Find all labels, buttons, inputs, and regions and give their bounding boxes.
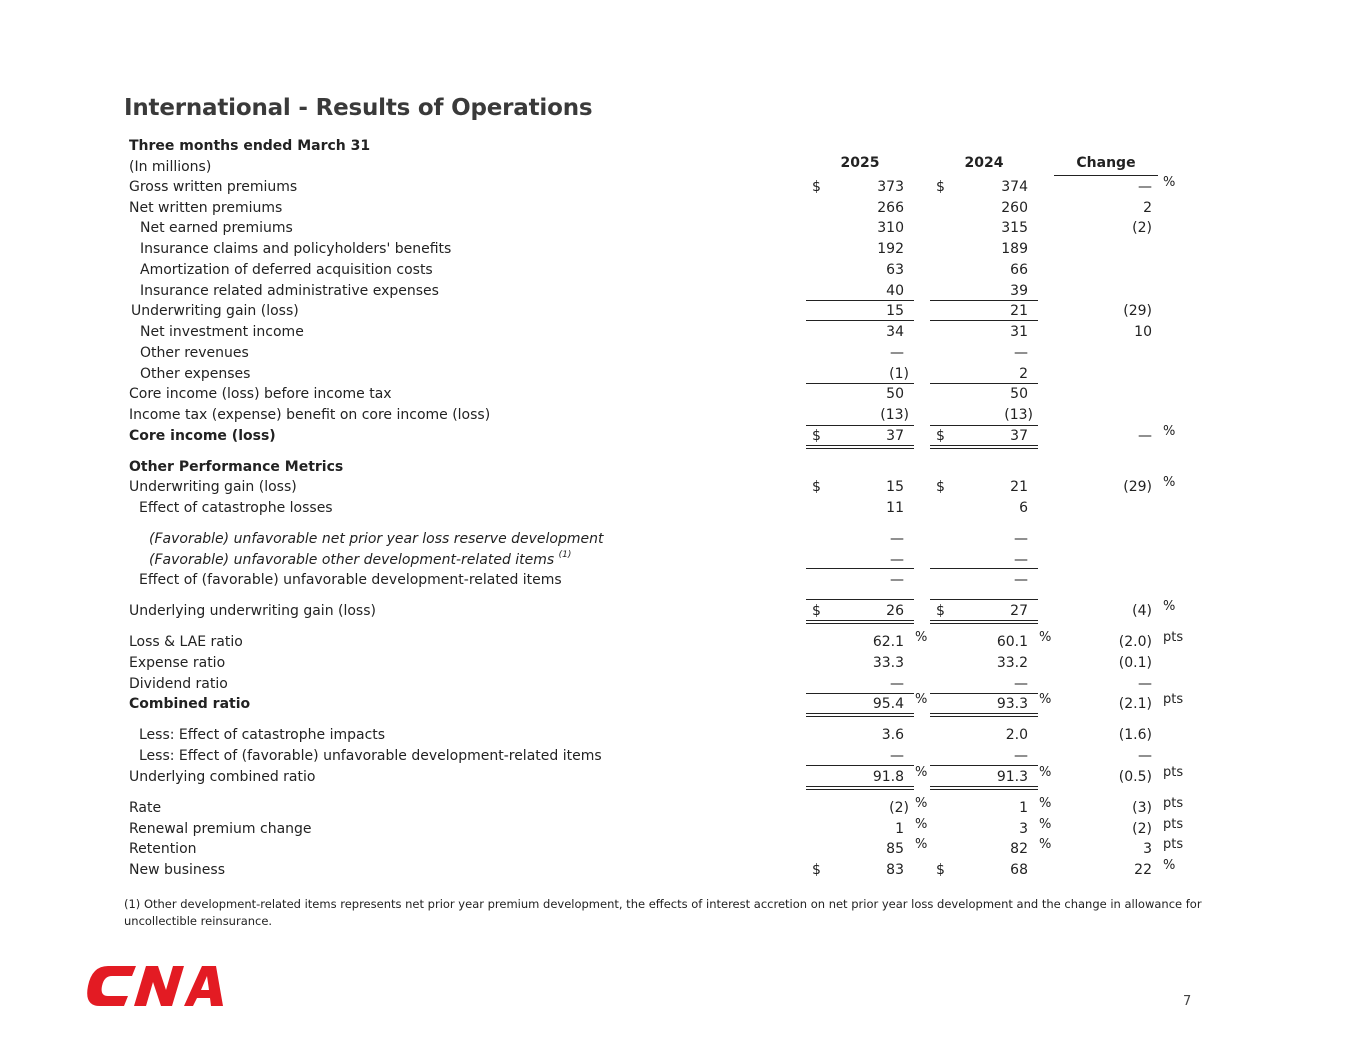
value-2025: 40 (886, 283, 904, 299)
table-row (0, 529, 1365, 549)
value-2024: 2.0 (1005, 727, 1028, 743)
value-2025: — (890, 748, 904, 764)
value-2025: 3.6 (881, 727, 904, 743)
row-label: Retention (129, 841, 197, 857)
total-double-rule (806, 716, 914, 717)
total-double-rule (930, 789, 1038, 790)
section-title: Other Performance Metrics (129, 459, 344, 475)
column-header-2025: 2025 (840, 155, 880, 171)
row-label: Core income (loss) (129, 428, 276, 444)
value-2025: 1 (895, 821, 904, 837)
table-row (0, 364, 1365, 384)
row-label: Effect of catastrophe losses (139, 500, 333, 516)
value-change: (2.0) (1118, 634, 1152, 650)
value-2024: 31 (1010, 324, 1028, 340)
percent-sign: % (1039, 765, 1052, 780)
value-2024: — (1014, 676, 1028, 692)
total-double-rule (930, 716, 1038, 717)
value-2024: (13) (1004, 407, 1033, 423)
value-2024: 3 (1019, 821, 1028, 837)
value-2025: 62.1 (872, 634, 904, 650)
total-double-rule (930, 448, 1038, 449)
value-2024: 91.3 (996, 769, 1028, 785)
change-unit: pts (1163, 837, 1184, 852)
value-2024: — (1014, 748, 1028, 764)
value-2025: 37 (886, 428, 904, 444)
value-2025: (2) (889, 800, 909, 816)
percent-sign: % (1039, 692, 1052, 707)
currency-symbol: $ (812, 479, 821, 495)
value-2025: 83 (886, 862, 904, 878)
row-label: Net investment income (140, 324, 304, 340)
row-label: Loss & LAE ratio (129, 634, 243, 650)
row-label: Dividend ratio (129, 676, 228, 692)
percent-sign: % (915, 817, 928, 832)
percent-sign: % (915, 692, 928, 707)
table-row (0, 343, 1365, 363)
change-unit: % (1163, 599, 1176, 614)
value-2025: 266 (877, 200, 904, 216)
value-2024: 82 (1010, 841, 1028, 857)
row-label: Net written premiums (129, 200, 283, 216)
total-double-rule (806, 620, 914, 621)
currency-symbol: $ (936, 603, 945, 619)
value-change: 2 (1143, 200, 1152, 216)
total-double-rule (806, 789, 914, 790)
table-row (0, 260, 1365, 280)
table-row (0, 725, 1365, 745)
table-row (0, 839, 1365, 859)
table-row (0, 601, 1365, 621)
value-change: (1.6) (1118, 727, 1152, 743)
total-double-rule (806, 448, 914, 449)
percent-sign: % (1039, 630, 1052, 645)
change-unit: % (1163, 858, 1176, 873)
value-2024: 21 (1010, 479, 1028, 495)
value-2024: 66 (1010, 262, 1028, 278)
total-double-rule (930, 445, 1038, 446)
table-row (0, 694, 1365, 714)
currency-symbol: $ (812, 428, 821, 444)
column-header-2024: 2024 (964, 155, 1004, 171)
row-label: Other revenues (140, 345, 249, 361)
value-2025: — (890, 345, 904, 361)
row-label: Underwriting gain (loss) (129, 479, 297, 495)
table-row (0, 632, 1365, 652)
value-change: (3) (1132, 800, 1152, 816)
table-row (0, 477, 1365, 497)
value-change: (29) (1123, 479, 1152, 495)
value-2025: 34 (886, 324, 904, 340)
value-2025: 85 (886, 841, 904, 857)
currency-symbol: $ (936, 479, 945, 495)
change-unit: pts (1163, 796, 1184, 811)
total-double-rule (806, 786, 914, 787)
value-2025: 63 (886, 262, 904, 278)
currency-symbol: $ (812, 179, 821, 195)
table-row (0, 177, 1365, 197)
value-2024: 374 (1001, 179, 1028, 195)
change-unit: pts (1163, 630, 1184, 645)
cna-logo (86, 964, 224, 1008)
currency-symbol: $ (936, 428, 945, 444)
row-label: Gross written premiums (129, 179, 298, 195)
row-label (149, 550, 571, 572)
currency-symbol: $ (936, 179, 945, 195)
table-row (0, 860, 1365, 880)
row-label: Effect of (favorable) unfavorable development-related items (139, 572, 562, 588)
row-label: Insurance claims and policyholders' benefits (140, 241, 452, 257)
value-change: (0.1) (1118, 655, 1152, 671)
page-title: International - Results of Operations (124, 95, 593, 121)
value-2024: 93.3 (996, 696, 1028, 712)
value-change: — (1138, 179, 1152, 195)
value-change: (29) (1123, 303, 1152, 319)
row-label: Underwriting gain (loss) (131, 303, 299, 319)
row-label: Underlying combined ratio (129, 769, 316, 785)
value-2024: 21 (1010, 303, 1028, 319)
value-2025: 310 (877, 220, 904, 236)
total-double-rule (930, 786, 1038, 787)
table-row (0, 570, 1365, 590)
value-2024: — (1014, 572, 1028, 588)
table-row (0, 498, 1365, 518)
row-label: Combined ratio (129, 696, 251, 712)
table-row (0, 301, 1365, 321)
value-2025: — (890, 552, 904, 568)
total-double-rule (806, 445, 914, 446)
page-number: 7 (1183, 994, 1192, 1009)
value-change: (2) (1132, 220, 1152, 236)
table-row (0, 819, 1365, 839)
value-2024: 50 (1010, 386, 1028, 402)
footnote-marker: (1) (558, 550, 572, 560)
value-2025: 15 (886, 303, 904, 319)
table-row (0, 198, 1365, 218)
value-2025: (1) (889, 366, 909, 382)
value-2025: 50 (886, 386, 904, 402)
change-unit: pts (1163, 817, 1184, 832)
total-double-rule (806, 713, 914, 714)
value-2024: 260 (1001, 200, 1028, 216)
value-2025: 373 (877, 179, 904, 195)
value-2024: 37 (1010, 428, 1028, 444)
table-row (0, 550, 1365, 570)
change-unit: % (1163, 175, 1176, 190)
value-2024: 315 (1001, 220, 1028, 236)
section-header-row (0, 457, 1365, 477)
change-unit: % (1163, 424, 1176, 439)
value-change: (4) (1132, 603, 1152, 619)
table-row (0, 322, 1365, 342)
value-2025: 26 (886, 603, 904, 619)
value-2025: 11 (886, 500, 904, 516)
value-change: 22 (1134, 862, 1152, 878)
value-2025: — (890, 676, 904, 692)
value-change: 10 (1134, 324, 1152, 340)
value-2025: 91.8 (872, 769, 904, 785)
row-label: Net earned premiums (140, 220, 293, 236)
currency-symbol: $ (812, 603, 821, 619)
total-double-rule (930, 620, 1038, 621)
value-2024: 68 (1010, 862, 1028, 878)
value-2024: 39 (1010, 283, 1028, 299)
row-label: Amortization of deferred acquisition costs (140, 262, 433, 278)
value-2025: 33.3 (872, 655, 904, 671)
table-row (0, 218, 1365, 238)
table-row (0, 281, 1365, 301)
value-2025: (13) (880, 407, 909, 423)
period-label: Three months ended March 31 (129, 138, 371, 154)
row-label: Other expenses (140, 366, 251, 382)
table-row (0, 426, 1365, 446)
value-2025: 192 (877, 241, 904, 257)
change-unit: pts (1163, 765, 1184, 780)
table-row (0, 384, 1365, 404)
value-2024: 2 (1019, 366, 1028, 382)
value-2024: 1 (1019, 800, 1028, 816)
value-change: 3 (1143, 841, 1152, 857)
table-row (0, 767, 1365, 787)
value-2024: 6 (1019, 500, 1028, 516)
value-2025: 95.4 (872, 696, 904, 712)
row-label: Less: Effect of catastrophe impacts (139, 727, 386, 743)
column-header-row (0, 153, 1365, 173)
value-2024: — (1014, 552, 1028, 568)
currency-symbol: $ (812, 862, 821, 878)
value-change: — (1138, 748, 1152, 764)
value-2024: — (1014, 345, 1028, 361)
row-label: Underlying underwriting gain (loss) (129, 603, 376, 619)
value-2025: 15 (886, 479, 904, 495)
row-label: Less: Effect of (favorable) unfavorable development-related items (139, 748, 602, 764)
value-change: — (1138, 428, 1152, 444)
percent-sign: % (915, 837, 928, 852)
row-label: Core income (loss) before income tax (129, 386, 392, 402)
value-2024: 33.2 (996, 655, 1028, 671)
units-label: (In millions) (129, 159, 212, 175)
table-row (0, 746, 1365, 766)
value-change: — (1138, 676, 1152, 692)
value-change: (2) (1132, 821, 1152, 837)
row-label: Insurance related administrative expenses (140, 283, 439, 299)
total-double-rule (930, 623, 1038, 624)
value-2024: 60.1 (996, 634, 1028, 650)
row-label: Expense ratio (129, 655, 226, 671)
change-unit: pts (1163, 692, 1184, 707)
percent-sign: % (915, 796, 928, 811)
value-2025: — (890, 531, 904, 547)
table-row (0, 239, 1365, 259)
value-change: (2.1) (1118, 696, 1152, 712)
footnote: (1) Other development-related items represents net prior year premium development, the effects of interest accretion on net prior year loss development and the change in allowance for uncollectible reinsurance. (124, 897, 1202, 928)
percent-sign: % (1039, 817, 1052, 832)
total-double-rule (930, 713, 1038, 714)
value-2024: — (1014, 531, 1028, 547)
table-row (0, 405, 1365, 425)
row-label: Income tax (expense) benefit on core income (loss) (129, 407, 491, 423)
value-2024: 27 (1010, 603, 1028, 619)
row-label: (Favorable) unfavorable net prior year loss reserve development (149, 531, 604, 547)
column-header-change: Change (1076, 155, 1136, 171)
percent-sign: % (1039, 837, 1052, 852)
row-label: New business (129, 862, 226, 878)
row-label: Rate (129, 800, 162, 816)
table-row (0, 674, 1365, 694)
percent-sign: % (915, 630, 928, 645)
percent-sign: % (1039, 796, 1052, 811)
table-row (0, 798, 1365, 818)
percent-sign: % (915, 765, 928, 780)
total-double-rule (806, 623, 914, 624)
value-2024: 189 (1001, 241, 1028, 257)
value-change: (0.5) (1118, 769, 1152, 785)
change-unit: % (1163, 475, 1176, 490)
value-2025: — (890, 572, 904, 588)
table-row (0, 653, 1365, 673)
currency-symbol: $ (936, 862, 945, 878)
row-label: Renewal premium change (129, 821, 312, 837)
row-label-text: (Favorable) unfavorable other development-related items (149, 552, 555, 568)
